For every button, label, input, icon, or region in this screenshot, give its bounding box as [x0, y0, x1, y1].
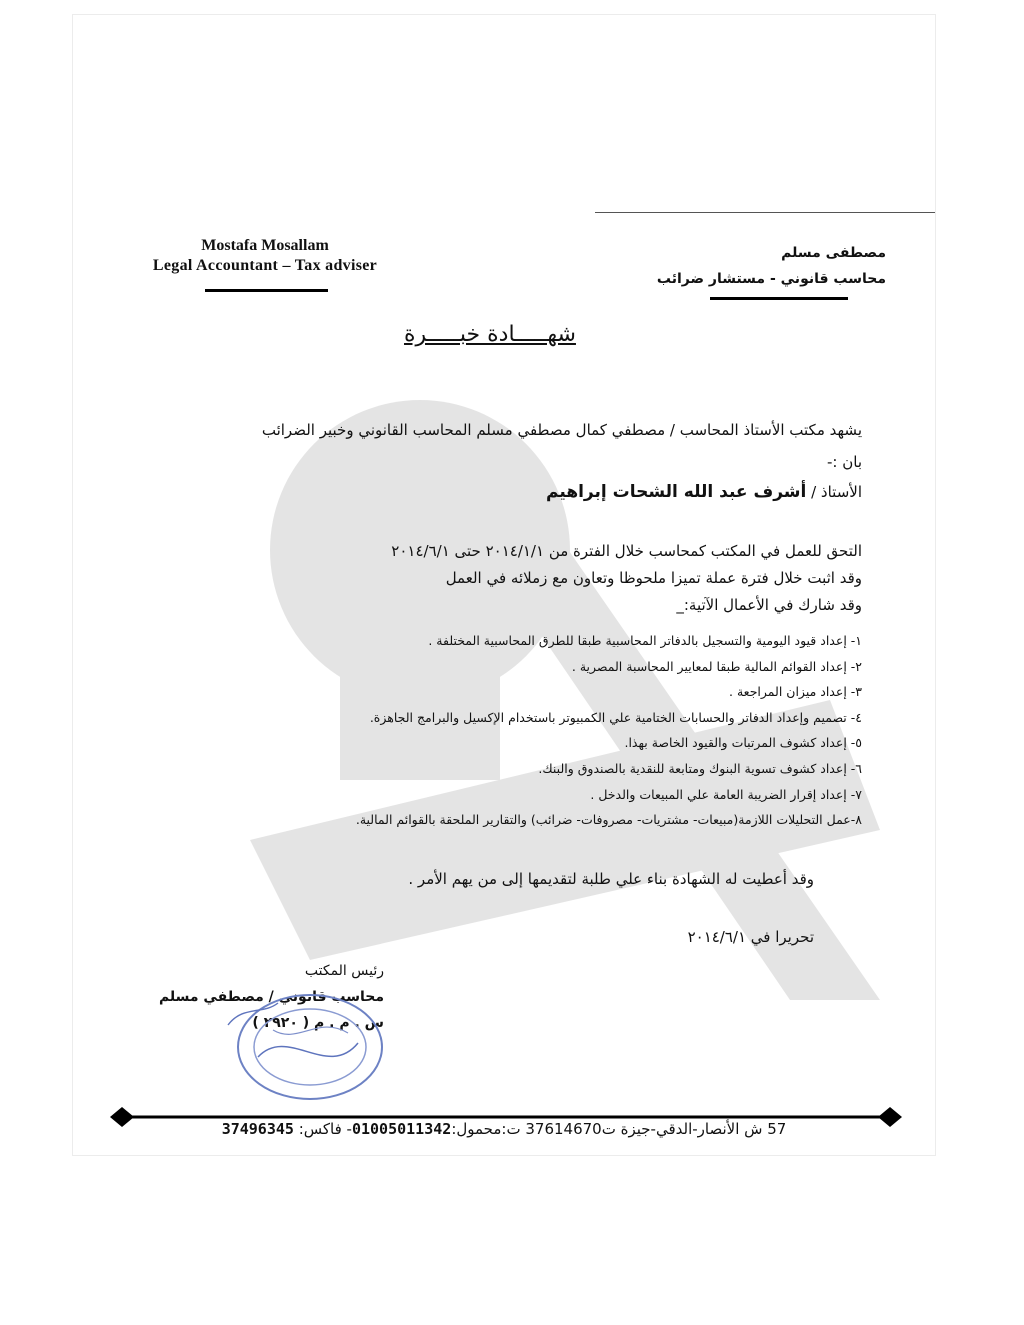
footer-fax-label: - فاكس: [298, 1120, 352, 1138]
issue-date: تحريرا في ٢٠١٤/٦/١ [687, 928, 814, 946]
letterhead-ar-title: محاسب قانوني - مستشار ضرائب [656, 271, 886, 287]
list-item: ٣- إعداد ميزان المراجعة . [729, 684, 862, 700]
list-item: ٤- تصميم وإعداد الدفاتر والحسابات الختامية علي الكمبيوتر باستخدام الإكسيل والبرامج الجاهزة. [369, 709, 862, 725]
list-item: ٦- إعداد كشوف تسوية البنوك ومتابعة للنقدية بالصندوق والبنك. [538, 760, 862, 776]
person-name: أشرف عبد الله الشحات إبراهيم [546, 482, 807, 502]
footer-fax: 37496345 [221, 1120, 294, 1138]
signature-role: رئيس المكتب [304, 963, 384, 979]
list-item: ٥- إعداد كشوف المرتبات والقيود الخاصة بهذا. [624, 735, 862, 751]
letterhead-english [110, 236, 420, 276]
letterhead-en-name: Mostafa Mosallam [201, 237, 329, 254]
intro-line-2: بان :- [827, 453, 862, 471]
footer-phone: 37614670 [525, 1120, 602, 1138]
document-title: شهـــــادة خبـــــرة [404, 322, 576, 347]
employment-paragraph [102, 541, 862, 615]
closing-statement: وقد أعطيت له الشهادة بناء علي طلبة لتقديمها إلى من يهم الأمر . [408, 870, 814, 888]
list-item: ٨-عمل التحليلات اللازمة(مبيعات- مشتريات- مصروفات- ضرائب) والتقارير الملحقة بالقوائم المالية. [355, 812, 862, 828]
footer-contact [148, 1120, 860, 1138]
letterhead-rule-right [710, 297, 848, 300]
footer-mobile: 01005011342 [351, 1120, 452, 1138]
letterhead-rule-left [205, 289, 328, 292]
signature-registration: س . م . م ( ٢٩٢٠ ) [252, 1015, 384, 1031]
official-stamp-icon [218, 985, 388, 1105]
footer-address: 57 ش الأنصار-الدقي-جيزة ت [601, 1120, 787, 1138]
letterhead-ar-name: مصطفى مسلم [781, 245, 886, 261]
employment-line-1: التحق للعمل في المكتب كمحاسب خلال الفترة من ٢٠١٤/١/١ حتى ٢٠١٤/٦/١ [391, 542, 862, 560]
tasks-list [102, 628, 862, 833]
list-item: ١- إعداد قيود اليومية والتسجيل بالدفاتر المحاسبية طبقا للطرق المحاسبية المختلفة . [428, 633, 862, 648]
intro-line-3 [102, 482, 862, 502]
intro-paragraph [102, 420, 862, 502]
list-item: ٢- إعداد القوائم المالية طبقا لمعايير المحاسبة المصرية . [571, 658, 862, 674]
letterhead-en-title: Legal Accountant – Tax adviser [152, 257, 378, 274]
intro-line-1: يشهد مكتب الأستاذ المحاسب / مصطفي كمال مصطفي مسلم المحاسب القانوني وخبير الضرائب [261, 421, 862, 439]
employment-line-3: وقد شارك في الأعمال الآتية:_ [676, 596, 862, 614]
letterhead-arabic [586, 240, 886, 292]
footer-mobile-label: ت:محمول: [451, 1120, 521, 1138]
title-prefix: الأستاذ / [811, 483, 862, 501]
top-rule [595, 212, 935, 213]
list-item: ٧- إعداد إقرار الضريبة العامة علي المبيعات والدخل . [590, 786, 862, 802]
signature-name: محاسب قانوني / مصطفي مسلم [158, 989, 384, 1005]
employment-line-2: وقد اثبت خلال فترة عملة تميزا ملحوظا وتعاون مع زملائه في العمل [445, 569, 862, 587]
